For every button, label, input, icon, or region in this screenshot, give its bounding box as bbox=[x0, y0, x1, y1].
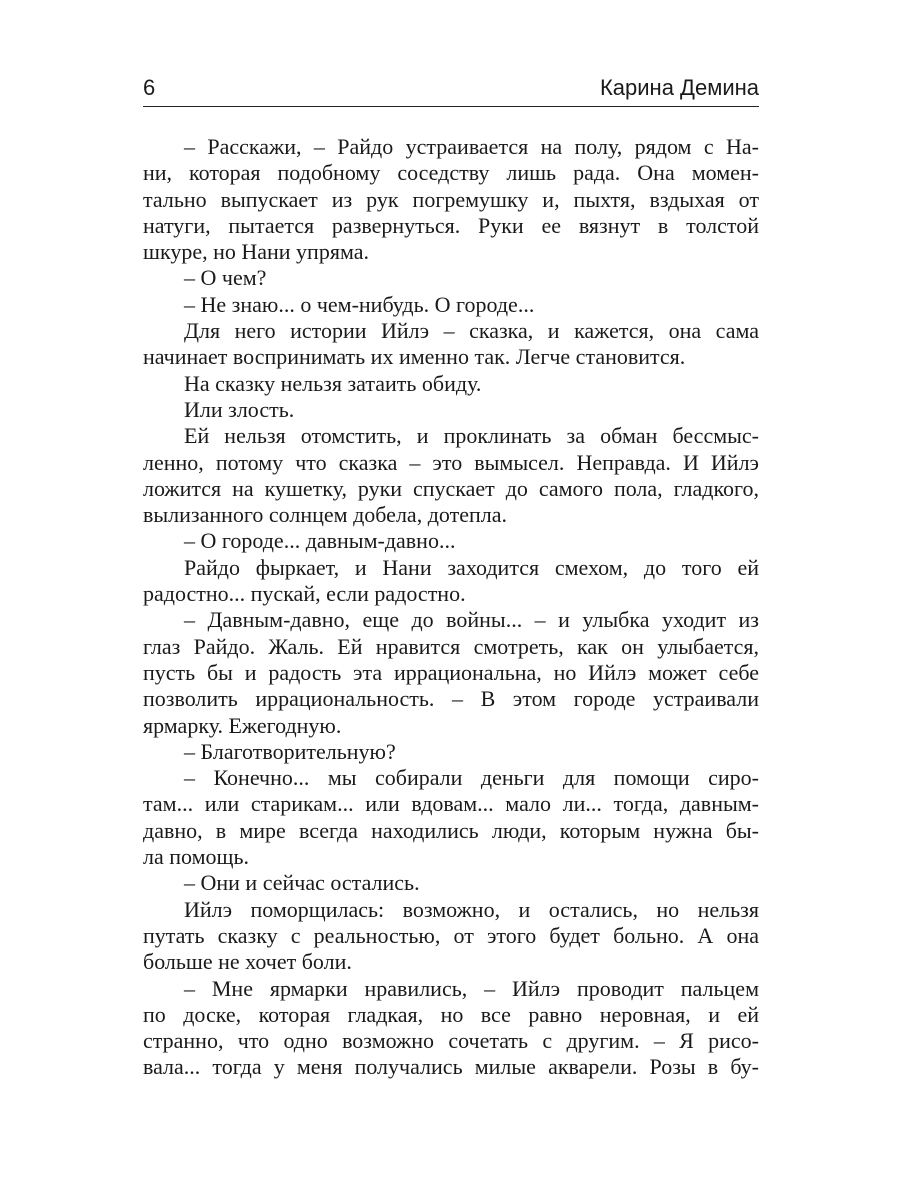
text-line: Ийлэ поморщилась: возможно, и остались, но нельзя bbox=[184, 896, 759, 922]
text-line: ла помощь. bbox=[143, 844, 249, 870]
text-line: по доске, которая гладкая, но все равно неровная, и ей bbox=[143, 1001, 759, 1027]
text-line: ленно, потому что сказка – это вымысел. Неправда. И Ийлэ bbox=[143, 449, 759, 475]
text-line: тально выпускает из рук погремушку и, пыхтя, вздыхая от bbox=[143, 186, 759, 212]
text-line: На сказку нельзя затаить обиду. bbox=[184, 370, 482, 396]
text-line: – Расскажи, – Райдо устраивается на полу, рядом с На- bbox=[184, 134, 759, 159]
text-line: – Мне ярмарки нравились, – Ийлэ проводит пальцем bbox=[184, 975, 759, 1001]
text-line: вала... тогда у меня получались милые акварели. Розы в бу- bbox=[143, 1054, 759, 1080]
text-line: вылизанного солнцем добела, дотепла. bbox=[143, 502, 507, 528]
text-line: путать сказку с реальностью, от этого будет больно. А она bbox=[143, 922, 759, 948]
text-line: натуги, пытается развернуться. Руки ее вязнут в толстой bbox=[143, 212, 759, 238]
text-line: ложится на кушетку, руки спускает до самого пола, гладкого, bbox=[143, 475, 759, 501]
page-header bbox=[143, 74, 759, 107]
text-line: радостно... пускай, если радостно. bbox=[143, 581, 466, 607]
text-line: там... или старикам... или вдовам... мало ли... тогда, давным- bbox=[143, 791, 759, 817]
text-line: – Не знаю... о чем-нибудь. О городе... bbox=[184, 291, 535, 317]
text-line: больше не хочет боли. bbox=[143, 949, 352, 975]
text-line: шкуре, но Нани упряма. bbox=[143, 239, 369, 265]
text-line: Райдо фыркает, и Нани заходится смехом, до того ей bbox=[184, 554, 759, 580]
page-number: 6 bbox=[143, 75, 156, 100]
text-line: – О городе... давным-давно... bbox=[184, 528, 456, 554]
text-line: начинает воспринимать их именно так. Легче становится. bbox=[143, 344, 686, 370]
text-line: ни, которая подобному соседству лишь рада. Она момен- bbox=[143, 160, 759, 186]
text-line: пусть бы и радость эта иррациональна, но Ийлэ может себе bbox=[143, 659, 759, 685]
text-line: давно, в мире всегда находились люди, которым нужна бы- bbox=[143, 817, 759, 843]
text-line: – Конечно... мы собирали деньги для помощи сиро- bbox=[184, 765, 759, 791]
text-line: странно, что одно возможно сочетать с другим. – Я рисо- bbox=[143, 1028, 759, 1054]
text-line: – О чем? bbox=[184, 265, 267, 291]
text-line: позволить иррациональность. – В этом городе устраивали bbox=[143, 686, 759, 712]
text-line: глаз Райдо. Жаль. Ей нравится смотреть, как он улыбается, bbox=[143, 633, 759, 659]
text-line: Для него истории Ийлэ – сказка, и кажется, она сама bbox=[184, 318, 759, 344]
text-line: Ей нельзя отомстить, и проклинать за обман бессмыс- bbox=[184, 423, 759, 449]
body-text bbox=[143, 134, 759, 1081]
text-line: Или злость. bbox=[184, 396, 295, 422]
text-line: – Давным-давно, еще до войны... – и улыбка уходит из bbox=[184, 607, 759, 633]
text-line: – Благотворительную? bbox=[184, 738, 396, 764]
text-line: – Они и сейчас остались. bbox=[184, 870, 420, 896]
running-title-author: Карина Демина bbox=[599, 75, 759, 100]
text-line: ярмарку. Ежегодную. bbox=[143, 712, 342, 738]
